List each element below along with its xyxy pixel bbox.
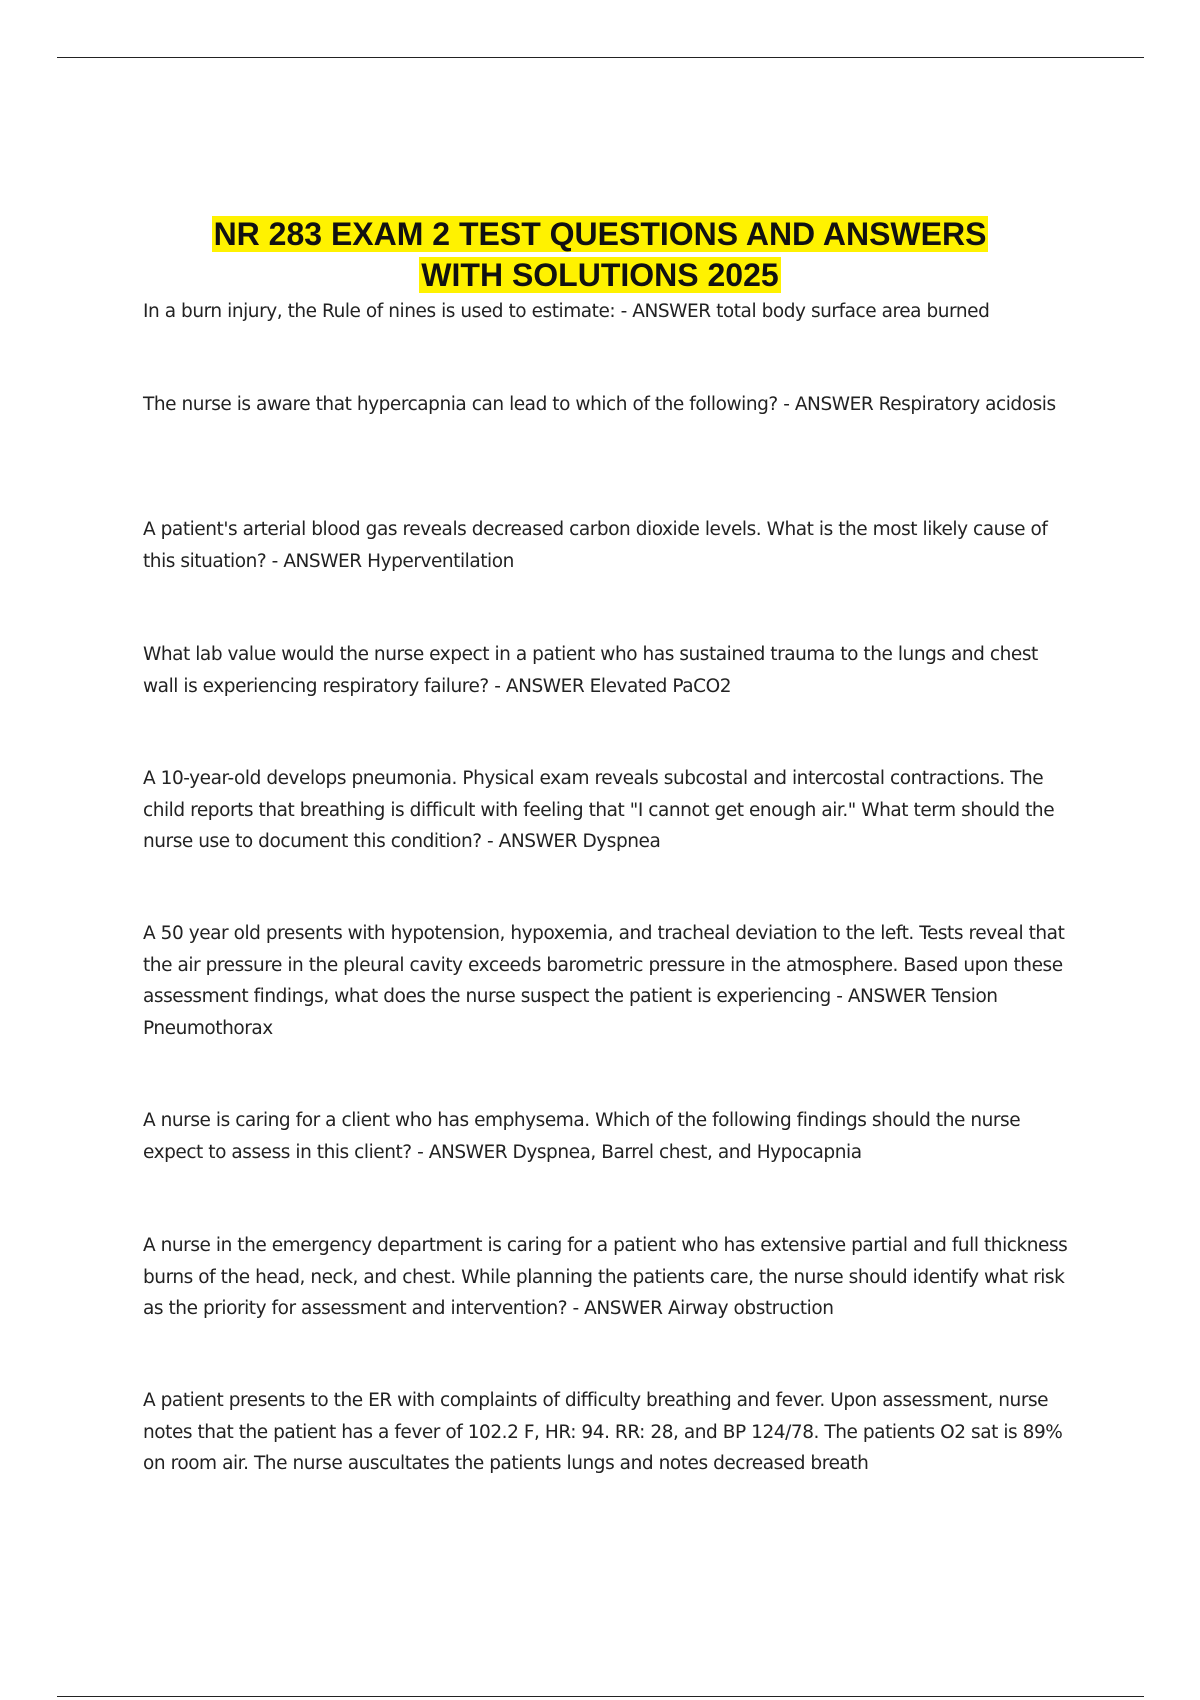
qa-entry-5: A 10-year-old develops pneumonia. Physical exam reveals subcostal and intercostal contractions. The child reports that breathing is difficult with feeling that "I cannot get enough air." What term should the nurse use to document this condition? - ANSWER Dyspnea (143, 768, 1055, 852)
document-title (60, 214, 1140, 296)
title-line-2: WITH SOLUTIONS 2025 (421, 257, 779, 293)
qa-entry-1: In a burn injury, the Rule of nines is used to estimate: - ANSWER total body surface area burned (143, 301, 990, 322)
qa-entry-4: What lab value would the nurse expect in a patient who has sustained trauma to the lungs and chest wall is experiencing respiratory failure? - ANSWER Elevated PaCO2 (143, 644, 1038, 697)
top-divider (57, 57, 1144, 58)
qa-entry-8: A nurse in the emergency department is caring for a patient who has extensive partial and full thickness burns of the head, neck, and chest. While planning the patients care, the nurse should identify what risk as the priority for assessment and intervention? - ANSWER Airway obstruction (143, 1235, 1068, 1319)
qa-entry-7: A nurse is caring for a client who has emphysema. Which of the following findings should the nurse expect to assess in this client? - ANSWER Dyspnea, Barrel chest, and Hypocapnia (143, 1110, 1021, 1163)
qa-entry-6: A 50 year old presents with hypotension, hypoxemia, and tracheal deviation to the left. Tests reveal that the air pressure in the pleural cavity exceeds barometric pressure in the atmosphere. Based upon these assessment findings, what does the nurse suspect the patient is experiencing - ANSWER Tension Pneumothorax (143, 923, 1065, 1039)
title-line-1: NR 283 EXAM 2 TEST QUESTIONS AND ANSWERS (213, 216, 987, 252)
bottom-divider (57, 1696, 1144, 1697)
qa-entry-9: A patient presents to the ER with complaints of difficulty breathing and fever. Upon assessment, nurse notes that the patient has a fever of 102.2 F, HR: 94. RR: 28, and BP 124/78. The patients O2 sat is 89% on room air. The nurse auscultates the patients lungs and notes decreased breath (143, 1390, 1063, 1474)
qa-entry-2: The nurse is aware that hypercapnia can lead to which of the following? - ANSWER Respiratory acidosis (143, 394, 1056, 415)
qa-entry-3: A patient's arterial blood gas reveals decreased carbon dioxide levels. What is the most likely cause of this situation? - ANSWER Hyperventilation (143, 519, 1048, 572)
